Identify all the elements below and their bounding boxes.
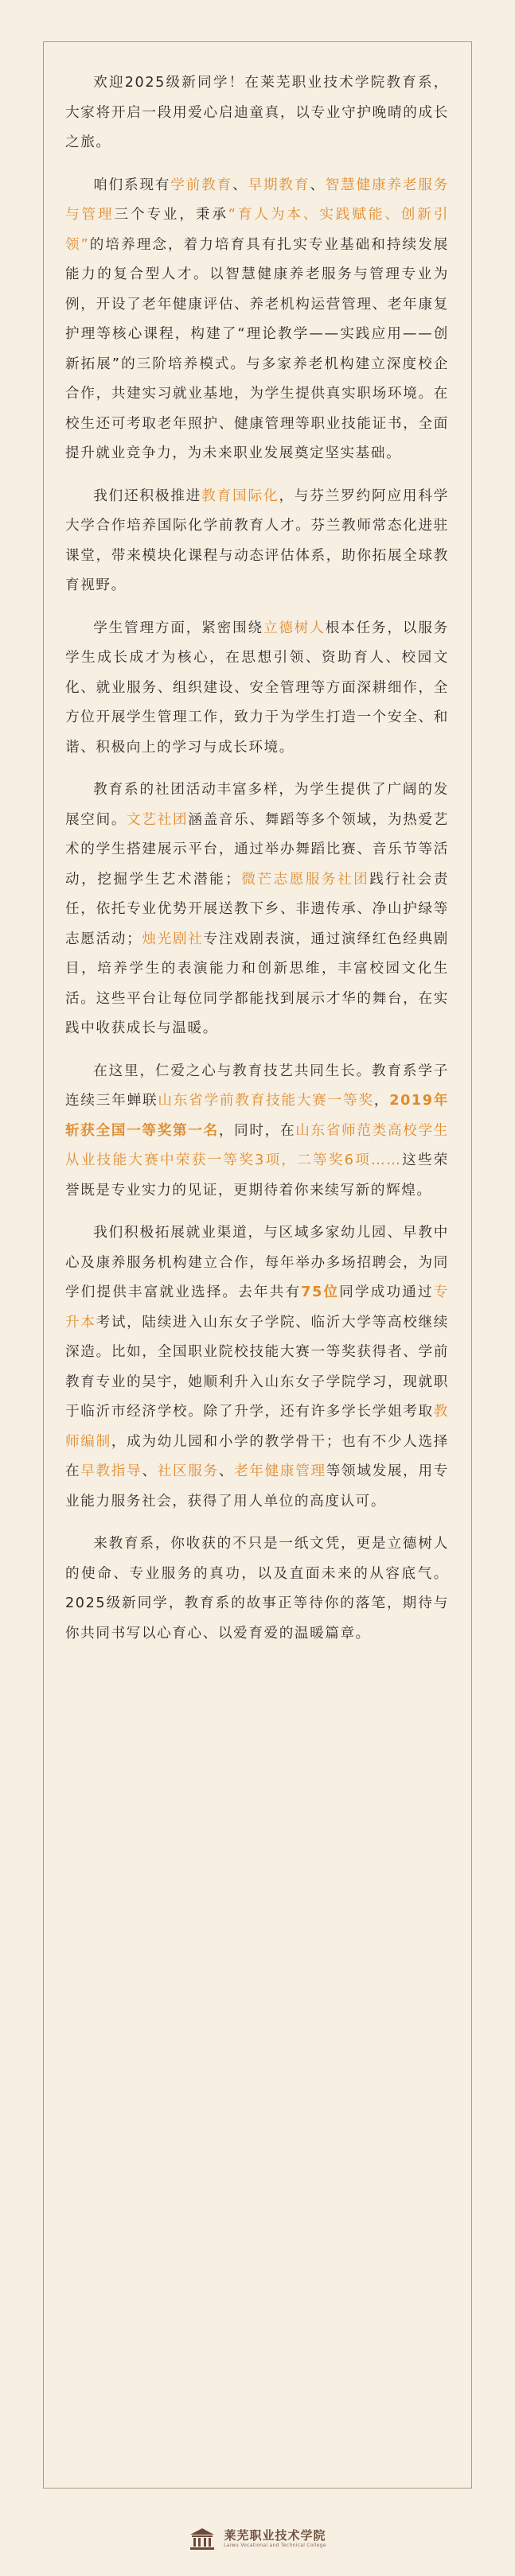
highlight-early-guidance: 早教指导: [80, 1463, 142, 1479]
paragraph-student-management: 学生管理方面，紧密围绕立德树人根本任务，以服务学生成长成才为核心，在思想引领、资助育人、校园文化、就业服务、组织建设、安全管理等方面深耕细作，全方位开展学生管理工作，致力于为学生打造一个安全、和谐、积极向上的学习与成长环境。: [65, 620, 449, 756]
highlight-elderly-health: 老年健康管理: [234, 1463, 326, 1479]
highlight-community-service: 社区服务: [157, 1463, 219, 1479]
school-name-en: Laiwu Vocational and Technical College: [224, 2543, 326, 2548]
building-logo-icon: [189, 2527, 216, 2551]
school-name-cn: 莱芜职业技术学院: [224, 2528, 326, 2543]
highlight-upgrade-exam: 专升本: [65, 1284, 449, 1331]
highlight-student-count: 75位: [301, 1284, 340, 1300]
highlight-teacher-post: 教师编制: [65, 1404, 449, 1450]
highlight-provincial-award: 山东省学前教育技能大赛一等奖: [158, 1093, 374, 1109]
school-name-block: [224, 2528, 326, 2549]
school-logo-footer: [0, 2515, 515, 2562]
highlight-training-philosophy: “育人为本、实践赋能、创新引领”: [65, 207, 449, 253]
highlight-early-education: 早期教育: [248, 177, 310, 193]
paragraph-closing: 来教育系，你收获的不只是一纸文凭，更是立德树人的使命、专业服务的真功，以及直面未来的从容底气。2025级新同学，教育系的故事正等待你的落笔，期待与你共同书写以心育心、以爱育爱的温暖篇章。: [65, 1536, 449, 1642]
highlight-preschool-education: 学前教育: [170, 177, 233, 193]
paragraph-clubs: 教育系的社团活动丰富多样，为学生提供了广阔的发展空间。文艺社团涵盖音乐、舞蹈等多个领域，为热爱艺术的学生搭建展示平台，通过举办舞蹈比赛、音乐节等活动，挖掘学生艺术潜能；微芒志愿服务社团践行社会责任，依托专业优势开展送教下乡、非遗传承、净山护绿等志愿活动；烛光剧社专注戏剧表演，通过演绎红色经典剧目，培养学生的表演能力和创新思维，丰富校园文化生活。这些平台让每位同学都能找到展示才华的舞台，在实践中收获成长与温暖。: [65, 782, 450, 1036]
highlight-education-internationalization: 教育国际化: [201, 488, 279, 504]
paragraph-employment: 我们积极拓展就业渠道，与区域多家幼儿园、早教中心及康养服务机构建立合作，每年举办多场招聘会，为同学们提供丰富就业选择。去年共有75位同学成功通过专升本考试，陆续进入山东女子学院、临沂大学等高校继续深造。比如，全国职业院校技能大赛一等奖获得者、学前教育专业的吴宇，她顺利升入山东女子学院学习，现就职于临沂市经济学校。除了升学，还有许多学长学姐考取教师编制，成为幼儿园和小学的教学骨干；也有不少人选择在早教指导、社区服务、老年健康管理等领域发展，用专业能力服务社会，获得了用人单位的高度认可。: [65, 1225, 449, 1509]
highlight-national-award: 2019年斩获全国一等奖第一名: [65, 1093, 450, 1139]
paragraph-internationalization: 我们还积极推进教育国际化，与芬兰罗约阿应用科学大学合作培养国际化学前教育人才。芬兰教师常态化进驻课堂，带来模块化课程与动态评估体系，助你拓展全球教育视野。: [65, 488, 449, 593]
paragraph-majors: 咱们系现有学前教育、早期教育、智慧健康养老服务与管理三个专业，秉承“育人为本、实践赋能、创新引领”的培养理念，着力培育具有扎实专业基础和持续发展能力的复合型人才。以智慧健康养老服务与管理专业为例，开设了老年健康评估、养老机构运营管理、老年康复护理等核心课程，构建了“理论教学——实践应用——创新拓展”的三阶培养模式。与多家养老机构建立深度校企合作，共建实习就业基地，为学生提供真实职场环境。在校生还可考取老年照护、健康管理等职业技能证书，全面提升就业竞争力，为未来职业发展奠定坚实基础。: [65, 177, 449, 461]
highlight-normal-college-award: 山东省师范类高校学生从业技能大赛中荣获一等奖3项，二等奖6项……: [65, 1122, 449, 1168]
highlight-volunteer-club: 微芒志愿服务社团: [240, 871, 370, 888]
paragraph-welcome: 欢迎2025级新同学！在莱芜职业技术学院教育系，大家将开启一段用爱心启迪童真，以专业守护晚晴的成长之旅。: [65, 75, 449, 150]
highlight-drama-club: 烛光剧社: [142, 931, 204, 947]
highlight-arts-club: 文艺社团: [127, 811, 189, 828]
highlight-moral-education: 立德树人: [263, 620, 326, 636]
article-body: [65, 68, 449, 1661]
highlight-smart-elderly-care: 智慧健康养老服务与管理: [65, 177, 449, 223]
paragraph-awards: 在这里，仁爱之心与教育技艺共同生长。教育系学子连续三年蝉联山东省学前教育技能大赛一等奖，2019年斩获全国一等奖第一名，同时，在山东省师范类高校学生从业技能大赛中荣获一等奖3项，二等奖6项……这些荣誉既是专业实力的见证，更期待着你来续写新的辉煌。: [65, 1063, 450, 1199]
